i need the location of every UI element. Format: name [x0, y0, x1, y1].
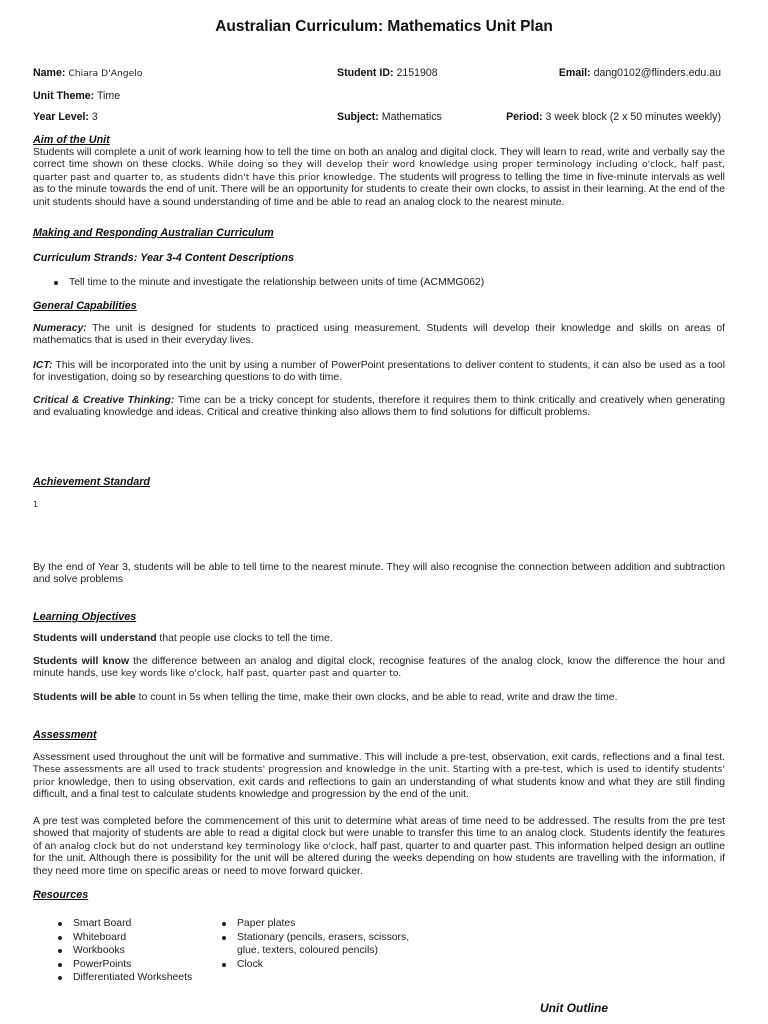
subject-value: Mathematics: [381, 111, 442, 123]
ict-text: This will be incorporated into the unit by using a number of PowerPoint presentations to deliver content to students, it can also be used as a tool for investigation, doing so by researching questions to do with time.: [33, 360, 725, 384]
understand-label: Students will understand: [33, 633, 157, 644]
footnote-marker: 1: [33, 500, 39, 509]
content-descriptions-list: [52, 276, 712, 290]
numeracy-text: The unit is designed for students to practiced using measurement. Students will develop their knowledge and skills on areas of mathematics that is used in their everyday lives.: [33, 323, 725, 347]
strands-heading: Curriculum Strands: Year 3-4 Content Descriptions: [33, 252, 294, 264]
assessment-heading: Assessment: [33, 729, 97, 741]
understand-paragraph: [33, 633, 725, 645]
objectives-heading: Learning Objectives: [33, 611, 137, 623]
critical-thinking-label: Critical & Creative Thinking:: [33, 395, 175, 406]
list-item: Tell time to the minute and investigate the relationship between units of time (ACMMG062): [52, 276, 712, 290]
assessment-p2-text-3: half past, quarter to and quarter past. This information helped design an outline for the unit. Although there is possibility for the unit will be altered during the weeks depending on how students are travelling with the information, if they need more time on specific areas or need to move forward quicker.: [33, 840, 725, 877]
know-label: Students will know: [33, 656, 130, 667]
ict-paragraph: [33, 360, 725, 385]
header-row-3: [33, 111, 725, 123]
achievement-paragraph: By the end of Year 3, students will be able to tell time to the nearest minute. They will also recognise the connection between addition and subtraction and solve problems: [33, 562, 725, 586]
list-item: Differentiated Worksheets: [56, 971, 226, 985]
critical-thinking-text: Time can be a tricky concept for students, therefore it requires them to think critically and creatively when generating and evaluating knowledge and ideas. Critical and creative thinking also allows them to find solutions for difficult problems.: [33, 395, 725, 419]
assessment-p2-text-2: analog clock but do not understand key terminology like o'clock,: [59, 840, 358, 852]
period-value: 3 week block (2 x 50 minutes weekly): [545, 111, 721, 123]
list-item: Clock: [220, 958, 420, 972]
numeracy-paragraph: [33, 323, 725, 348]
aim-text-3: The students will progress to telling the time in five-minute intervals as well as to the minute towards the end of unit. There will be an opportunity for students to create their own clocks, to assist in their learning. At the end of the unit students should have a sound understanding of time and be able to read an analog clock to the nearest minute.: [33, 171, 725, 208]
list-item: Whiteboard: [56, 931, 226, 945]
resources-list-2: [220, 917, 420, 971]
know-paragraph: [33, 656, 725, 681]
email-value: dang0102@flinders.edu.au: [593, 67, 721, 79]
know-text-2: key words like o'clock, half past, quarter past and quarter to.: [120, 668, 402, 680]
header-row-2: [33, 90, 725, 102]
assessment-p2-text-1: A pre test was completed before the commencement of this unit to determine what areas of time need to be addressed. The results from the pre test showed that majority of students are able to read a digital clock but were unable to transfer this time to an analog clock. Students identify the features of an: [33, 816, 725, 852]
understand-text: that people use clocks to tell the time.: [156, 633, 333, 644]
assessment-paragraph-2: [33, 816, 725, 878]
subject-label: Subject:: [337, 111, 379, 123]
aim-text-1: Students will complete a unit of work learning how to tell the time on both an analog and digital clock. They will learn to read, write and verbally say the correct time shown on these clocks.: [33, 147, 725, 171]
assessment-p1-text-3: knowledge, then to using observation, exit cards and reflections to gain an understanding of what students know and what they are still finding difficult, and a final test to calculate students knowledge and progression by the end of the unit.: [33, 776, 725, 801]
list-item: PowerPoints: [56, 958, 226, 972]
able-paragraph: [33, 692, 725, 704]
resources-list-1: [56, 917, 226, 985]
ict-label: ICT:: [33, 360, 53, 371]
subject-field: [337, 111, 442, 123]
numeracy-label: Numeracy:: [33, 323, 87, 334]
resources-heading: Resources: [33, 889, 89, 901]
critical-thinking-paragraph: [33, 395, 725, 420]
making-heading: Making and Responding Australian Curriculum: [33, 227, 274, 239]
student-id-label: Student ID:: [337, 67, 394, 79]
assessment-p1-text-1: Assessment used throughout the unit will be formative and summative. This will include a pre-test, observation, exit cards, reflections and a final test.: [33, 752, 725, 763]
period-field: [506, 111, 721, 123]
unit-theme-value: Time: [96, 90, 121, 102]
capabilities-heading: General Capabilities: [33, 300, 137, 312]
name-label: Name:: [33, 67, 66, 79]
achievement-heading: Achievement Standard: [33, 476, 150, 488]
unit-theme-label: Unit Theme:: [33, 90, 95, 102]
document-title: Australian Curriculum: Mathematics Unit Plan: [215, 18, 553, 35]
aim-text-2: While doing so they will develop their word knowledge using proper terminology including o'clock, half past, quarter past and quarter to, as students didn't have this prior knowledge.: [33, 159, 725, 183]
list-item: Stationary (pencils, erasers, scissors, glue, texters, coloured pencils): [220, 931, 420, 958]
name-value: Chiara D'Angelo: [68, 68, 143, 79]
year-level-value: 3: [91, 111, 98, 123]
student-id-value: 2151908: [396, 67, 438, 79]
aim-heading: Aim of the Unit: [33, 134, 110, 146]
email-field: [559, 67, 721, 79]
unit-outline-heading: Unit Outline: [540, 1001, 608, 1015]
able-label: Students will be able: [33, 692, 136, 703]
email-label: Email:: [558, 67, 591, 79]
know-text-1: the difference between an analog and digital clock, recognise features of the analog clock, know the difference the hour and minute hands, use: [33, 656, 725, 680]
list-item: Workbooks: [56, 944, 226, 958]
year-level-label: Year Level:: [33, 111, 89, 123]
assessment-p1-text-2: These assessments are all used to track students' progression and knowledge in the unit. Starting with a pre-test, which is used to identify students' prior: [33, 764, 725, 788]
period-label: Period:: [506, 111, 543, 123]
header-row-1: [33, 67, 725, 79]
able-text: to count in 5s when telling the time, make their own clocks, and be able to read, write and draw the time.: [135, 692, 618, 703]
list-item: Smart Board: [56, 917, 226, 931]
assessment-paragraph-1: [33, 752, 725, 802]
aim-paragraph: [33, 147, 725, 209]
list-item: Paper plates: [220, 917, 420, 931]
student-id-field: [337, 67, 438, 79]
